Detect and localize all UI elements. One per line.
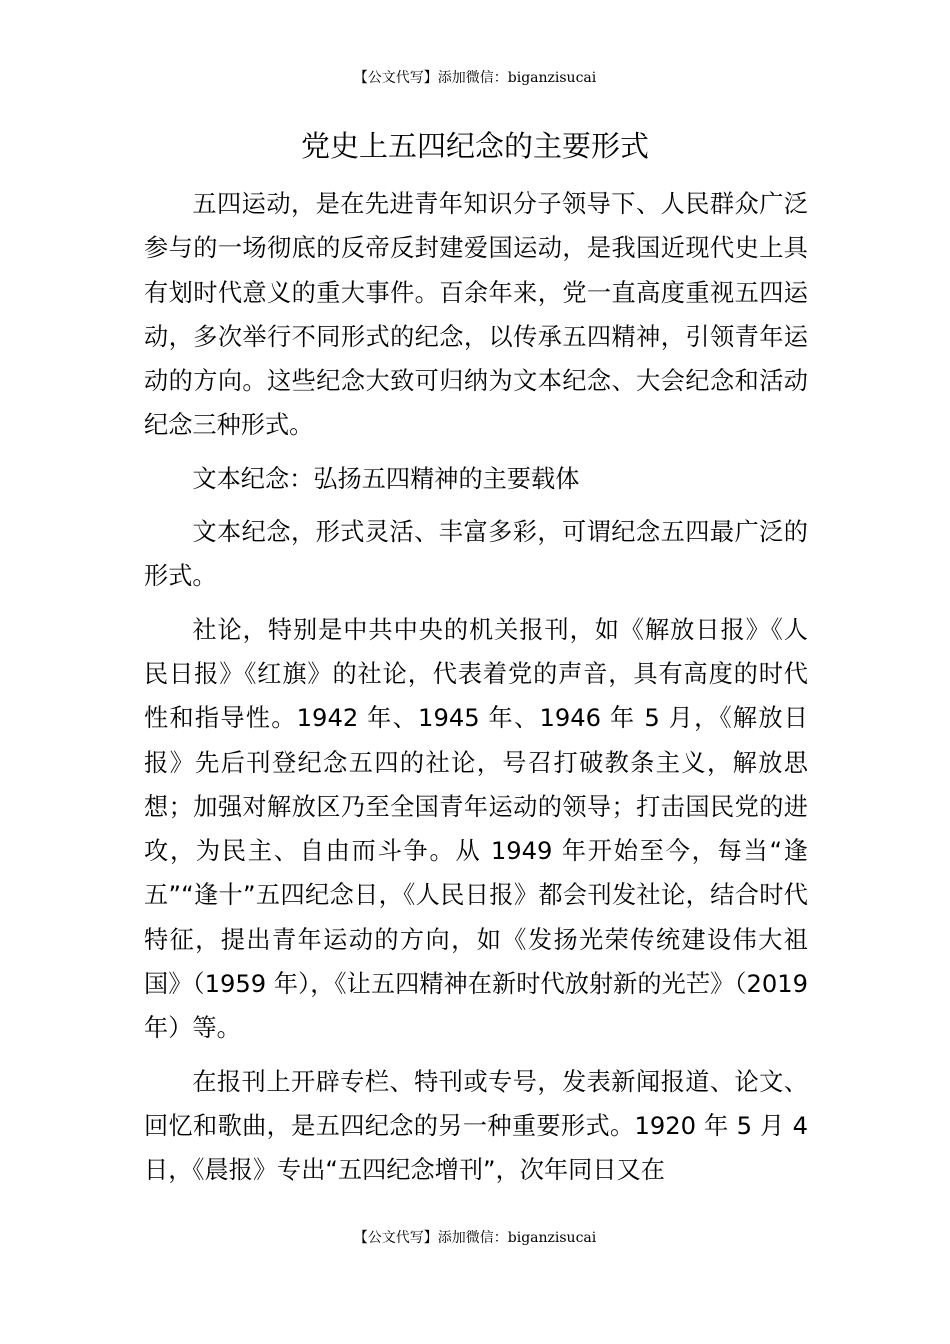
page-footer: 【公文代写】添加微信：biganzisucai	[353, 1230, 597, 1246]
body-paragraph-intro: 五四运动，是在先进青年知识分子领导下、人民群众广泛参与的一场彻底的反帝反封建爱国运动，是我国近现代史上具有划时代意义的重大事件。百余年来，党一直高度重视五四运动，多次举行不同形式的纪念，以传承五四精神，引领青年运动的方向。这些纪念大致可归纳为文本纪念、大会纪念和活动纪念三种形式。	[144, 190, 808, 440]
document-body	[144, 182, 808, 1202]
section-heading-text-commemoration: 文本纪念：弘扬五四精神的主要载体	[192, 464, 580, 493]
body-paragraph-text-forms: 文本纪念，形式灵活、丰富多彩，可谓纪念五四最广泛的形式。	[144, 518, 808, 591]
document-title: 党史上五四纪念的主要形式	[300, 129, 649, 163]
body-paragraph-columns: 在报刊上开辟专栏、特刊或专号，发表新闻报道、论文、回忆和歌曲，是五四纪念的另一种重要形式。1920 年 5 月 4 日，《晨报》专出“五四纪念增刊”，次年同日又在	[144, 1067, 808, 1185]
page-header: 【公文代写】添加微信：biganzisucai	[353, 70, 597, 86]
body-paragraph-editorials: 社论，特别是中共中央的机关报刊，如《解放日报》《人民日报》《红旗》的社论，代表着党的声音，具有高度的时代性和指导性。1942 年、1945 年、1946 年 5 月，《解放日报》先后刊登纪念五四的社论，号召打破教条主义，解放思想；加强对解放区乃至全国青年运动的领导；打击国民党的进攻，为民主、自由而斗争。从 1949 年开始至今，每当“逢五”“逢十”五四纪念日，《人民日报》都会刊发社论，结合时代特征，提出青年运动的方向，如《发扬光荣传统建设伟大祖国》（1959 年），《让五四精神在新时代放射新的光芒》（2019 年）等。	[144, 615, 808, 1043]
